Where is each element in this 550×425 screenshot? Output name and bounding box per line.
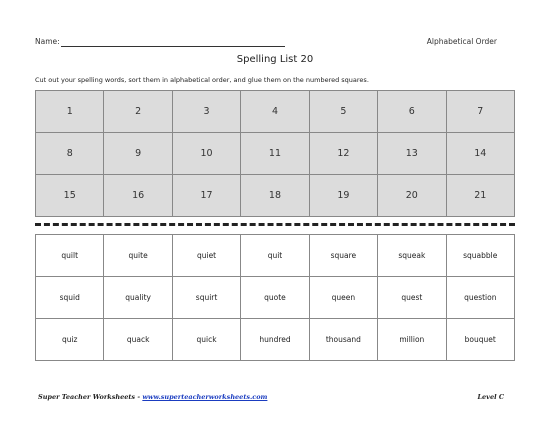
cut-line	[35, 223, 515, 226]
number-square: 15	[36, 175, 104, 217]
number-row	[36, 175, 515, 217]
word-card: squabble	[446, 235, 514, 277]
word-card: hundred	[241, 319, 309, 361]
spelling-words-grid	[35, 234, 515, 361]
word-card: thousand	[309, 319, 377, 361]
number-square: 13	[378, 133, 446, 175]
name-blank-line	[61, 46, 285, 47]
number-square: 18	[241, 175, 309, 217]
word-card: quiet	[172, 235, 240, 277]
number-square: 19	[309, 175, 377, 217]
word-card: quality	[104, 277, 172, 319]
number-square: 8	[36, 133, 104, 175]
word-card: quite	[104, 235, 172, 277]
number-square: 17	[172, 175, 240, 217]
page-title: Spelling List 20	[236, 54, 314, 65]
word-card: quit	[241, 235, 309, 277]
word-card: bouquet	[446, 319, 514, 361]
header	[35, 37, 497, 49]
footer-url-link[interactable]: www.superteacherworksheets.com	[142, 393, 268, 401]
number-square: 3	[172, 91, 240, 133]
word-card: square	[309, 235, 377, 277]
number-row	[36, 91, 515, 133]
number-square: 20	[378, 175, 446, 217]
word-card: quilt	[36, 235, 104, 277]
word-row	[36, 277, 515, 319]
number-square: 16	[104, 175, 172, 217]
number-row	[36, 133, 515, 175]
name-label: Name:	[35, 37, 60, 46]
word-card: queen	[309, 277, 377, 319]
footer-brand: Super Teacher Worksheets	[38, 393, 136, 401]
numbered-squares-grid	[35, 90, 515, 217]
word-card: squeak	[378, 235, 446, 277]
number-square: 2	[104, 91, 172, 133]
instructions: Cut out your spelling words, sort them in alphabetical order, and glue them on the numbered squares.	[35, 76, 369, 84]
footer-separator: -	[135, 393, 143, 401]
number-square: 21	[446, 175, 514, 217]
number-square: 6	[378, 91, 446, 133]
number-square: 12	[309, 133, 377, 175]
footer-credit	[38, 393, 267, 401]
number-square: 1	[36, 91, 104, 133]
worksheet-topic: Alphabetical Order	[426, 37, 497, 46]
number-square: 7	[446, 91, 514, 133]
number-square: 5	[309, 91, 377, 133]
word-card: squirt	[172, 277, 240, 319]
word-card: quack	[104, 319, 172, 361]
word-card: squid	[36, 277, 104, 319]
word-card: million	[378, 319, 446, 361]
word-card: question	[446, 277, 514, 319]
word-row	[36, 235, 515, 277]
word-card: quote	[241, 277, 309, 319]
word-card: quiz	[36, 319, 104, 361]
number-square: 10	[172, 133, 240, 175]
word-card: quest	[378, 277, 446, 319]
word-row	[36, 319, 515, 361]
word-card: quick	[172, 319, 240, 361]
number-square: 14	[446, 133, 514, 175]
footer-level: Level C	[477, 393, 504, 401]
number-square: 9	[104, 133, 172, 175]
number-square: 11	[241, 133, 309, 175]
number-square: 4	[241, 91, 309, 133]
